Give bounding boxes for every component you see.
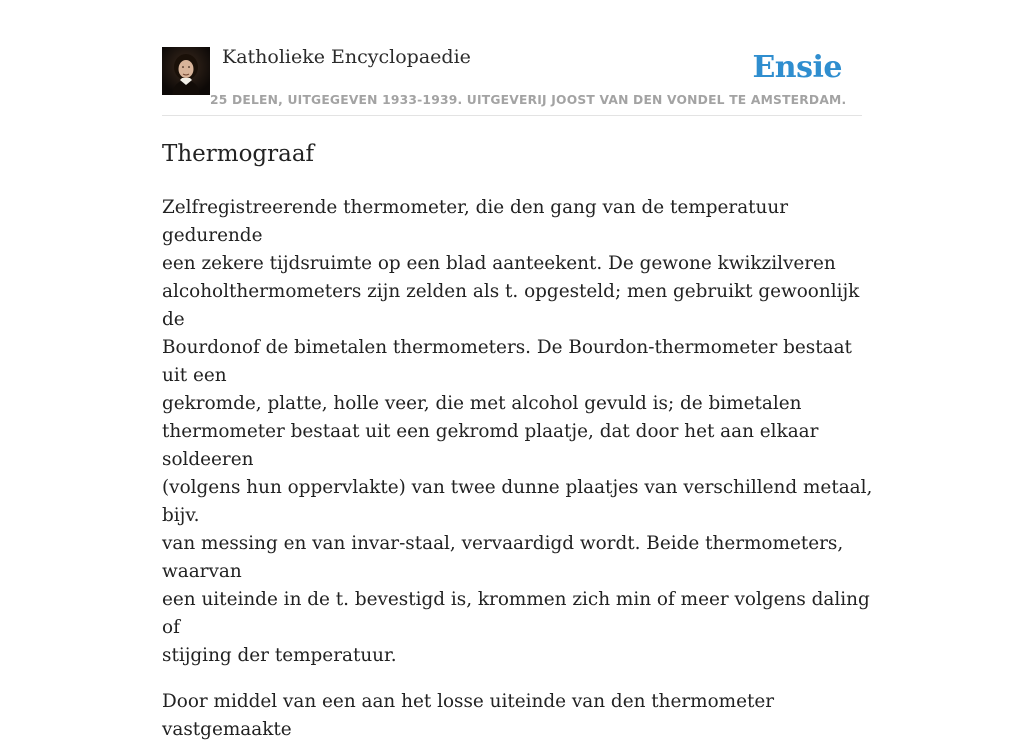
entry-content [162, 138, 882, 744]
source-header [162, 44, 862, 116]
portrait-avatar-icon[interactable] [162, 47, 210, 95]
source-subtitle: 25 DELEN, UITGEGEVEN 1933-1939. UITGEVERIJ JOOST VAN DEN VONDEL TE AMSTERDAM. [210, 93, 847, 107]
entry-title: Thermograaf [162, 141, 315, 167]
source-title[interactable]: Katholieke Encyclopaedie [222, 46, 471, 68]
brand-logo[interactable]: Ensie [752, 50, 842, 85]
entry-paragraph: Zelfregistreerende thermometer, die den gang van de temperatuur gedurende een zekere tijdsruimte op een blad aanteekent. De gewone kwikzilveren alcoholthermometers zijn zelden als t. opgesteld; men gebruikt gewoonlijk de Bourdonof de bimetalen thermometers. De Bourdon-thermometer bestaat uit een gekromde, platte, holle veer, die met alcohol gevuld is; de bimetalen thermometer bestaat uit een gekromd plaatje, dat door het aan elkaar soldeeren (volgens hun oppervlakte) van twee dunne plaatjes van verschillend metaal, bijv. van messing en van invar-staal, vervaardigd wordt. Beide thermometers, waarvan een uiteinde in de t. bevestigd is, krommen zich min of meer volgens daling of stijging der temperatuur. [162, 197, 873, 666]
entry-paragraph: Door middel van een aan het losse uiteinde van den thermometer vastgemaakte [162, 691, 775, 740]
